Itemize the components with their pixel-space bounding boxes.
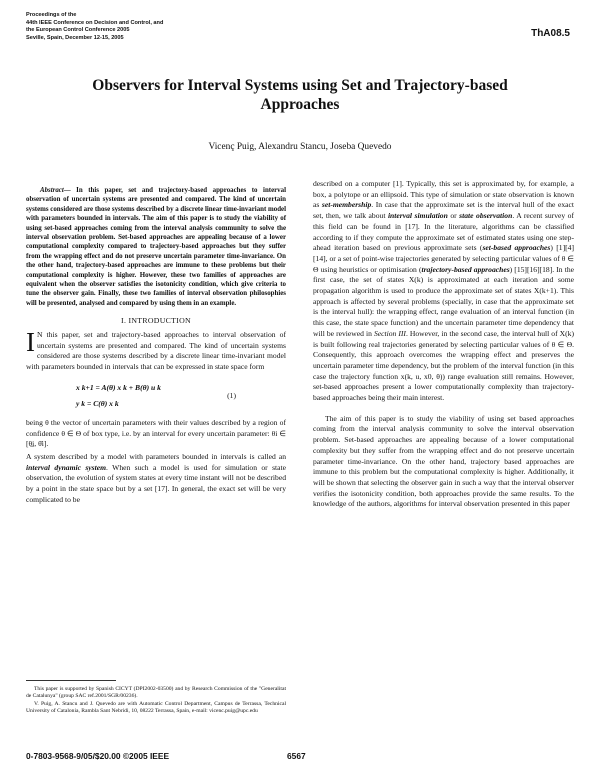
intro-paragraph-1 bbox=[26, 326, 286, 373]
abstract bbox=[26, 186, 286, 308]
intro-paragraph-2: being θ the vector of uncertain parameters with their values described by a region of confidence θ ∈ Θ of box type, i.e. by an interval for every uncertain parameter: θi ∈ [θ̲i, θ̄i]. bbox=[26, 417, 286, 449]
author-list: Vicenç Puig, Alexandru Stancu, Joseba Quevedo bbox=[208, 142, 392, 152]
drop-cap: I bbox=[26, 326, 35, 357]
title-line: Observers for Interval Systems using Set and Trajectory-based bbox=[92, 77, 508, 94]
right-paragraph-1 bbox=[313, 179, 574, 404]
conference-line: Seville, Spain, December 12-15, 2005 bbox=[26, 34, 124, 41]
equation-line: x k+1 = A(θ) x k + B(θ) u k bbox=[76, 382, 161, 392]
text-run: ) [15][16][18]. In the first case, the set of states X(k) is approximated at each iteration and some propagation algorithm is used to produce the approximate set of states X(k+1). This approach is affected by several problems (specially, in case that the approximate set is the interval hull): the wrapping effect, range evaluation of an interval function (in this case, the state space function) and the uncertain parameter time dependency that will be reviewed in bbox=[313, 264, 575, 338]
intro-paragraph-1-text: N this paper, set and trajectory-based approaches to interval observation of uncertain systems are presented and compared. The kind of uncertain systems considered are those systems described by a discrete linear time-invariant model with parameters bounded in intervals that can be expressed in state space form bbox=[26, 329, 286, 372]
equation-number: (1) bbox=[227, 390, 236, 400]
section-reference: Section III bbox=[373, 328, 406, 338]
paper-title bbox=[40, 76, 560, 114]
term-set-based-approaches: set-based approaches bbox=[482, 243, 551, 253]
text-run: A system described by a model with parameters bounded in intervals is called an bbox=[26, 451, 286, 461]
section-heading-introduction: I. INTRODUCTION bbox=[121, 316, 191, 326]
right-column bbox=[313, 179, 574, 510]
conference-header bbox=[26, 12, 286, 42]
text-run: ) [1][4][14], or a set of point-wise trajectories generated by selecting particular values of θ ∈ Θ using heuristics or optimisation ( bbox=[313, 243, 574, 274]
session-code: ThA08.5 bbox=[531, 28, 570, 39]
paragraph-gap bbox=[313, 404, 574, 414]
right-paragraph-2: The aim of this paper is to study the viability of using set based approaches coming from the interval analysis community to solve the interval observation problem. Set-based approaches are appealing because of a lower computational complexity but they suffer from the wrapping effect and do not preserve uncertain parameter time-invariance. On the other hand, trajectory based approaches are immune to this problem but the computational complexity is higher. Additionally, it will be shown that selecting the observer gain in such a way that the interval observer verifies the isotonicity condition, both approaches provide the same results. To the knowledge of the authors, algorithms for interval observation presented in this paper bbox=[313, 413, 574, 509]
term-trajectory-based-approaches: trajectory-based approaches bbox=[421, 264, 510, 274]
text-run: or bbox=[447, 211, 460, 221]
conference-line: Proceedings of the bbox=[26, 12, 77, 18]
intro-paragraph-3 bbox=[26, 452, 286, 506]
equation-1 bbox=[26, 379, 286, 413]
term-interval-simulation: interval simulation bbox=[387, 211, 448, 221]
text-run: . In case that the approximate set is the interval hull of the exact set, then, we talk about bbox=[313, 200, 574, 221]
equation-line: y k = C(θ) x k bbox=[76, 398, 119, 408]
term-state-observation: state observation bbox=[459, 211, 513, 221]
text-run: described on a computer [1]. Typically, this set is approximated by, for example, a box, a polytope or an ellipsoid. This type of simulation or state observation is known as bbox=[313, 179, 574, 210]
footnotes bbox=[26, 686, 286, 715]
abstract-label: Abstract bbox=[40, 187, 64, 194]
left-column bbox=[26, 186, 286, 505]
footnote-funding: This paper is supported by Spanish CICYT (DPI2002-03500) and by Research Commission of the "Generalitat de Catalunya" (group SAC ref.2001/SGR/00236). bbox=[26, 686, 286, 700]
title-line: Approaches bbox=[260, 96, 340, 113]
term-set-membership: set-membership bbox=[321, 200, 372, 210]
text-run: . However, in the second case, the interval hull of X(k) is built following real trajectories generated by selecting particular values of θ ∈ Θ. Consequently, this approach overcomes the wrapping effect and preserves the uncertain parameter time dependency, but the problem of the interval function (in this case the trajectory function x(k, u, x0, θ)) range evaluation still remains. However, set-based approaches present a lower computationally complexity than trajectory-based approaches being their main interest. bbox=[313, 328, 574, 403]
page-number: 6567 bbox=[287, 751, 306, 761]
footnote-affiliation: V. Puig, A. Stancu and J. Quevedo are with Automatic Control Department, Campus de Terrassa, Technical University of Catalonia, Rambla Sant Nebridi, 10, 08222 Terrassa, Spain, e-mail: vicenc.puig@upc.edu bbox=[26, 700, 286, 714]
conference-line: 44th IEEE Conference on Decision and Control, and bbox=[26, 19, 164, 26]
abstract-text: — In this paper, set and trajectory-based approaches to interval observation of uncertain systems are presented and compared. The kind of uncertain systems considered are those systems described by a discrete linear time-invariant model with parameters bounded in intervals. The aim of this paper is to study the viability of using set-based approaches coming from the interval analysis community to solve the interval observation problem. Set-based approaches are appealing because of a lower computational complexity compared to trajectory-based approaches but they suffer from the wrapping effect and do not preserve uncertain parameter time-invariance. On the other hand, trajectory-based approaches are immune to these problems but their computational complexity is higher. However, these two families of approaches are equivalent when the observer satisfies the isotonicity condition, which give criteria to tune the observer gain. Finally, these two families of interval observation philosophies will be presented, analysed and compared by using them in an example. bbox=[26, 187, 286, 307]
term-interval-dynamic-system: interval dynamic system bbox=[26, 462, 107, 472]
text-run: . When such a model is used for simulation or state observation, the evolution of system states at every time instant will not be described by a point in the state space but by a set [17]. In general, the exact set will be very complicated to be bbox=[26, 462, 286, 504]
conference-line: the European Control Conference 2005 bbox=[26, 27, 130, 34]
footnote-rule bbox=[26, 680, 116, 681]
text-run: . A recent survey of this field can be found in [17]. In the literature, algorithms can be classified according to if they compute the approximate set of estimated states using one step-ahead iteration based on previous approximate sets ( bbox=[313, 211, 574, 253]
isbn-copyright: 0-7803-9568-9/05/$20.00 ©2005 IEEE bbox=[26, 751, 170, 761]
